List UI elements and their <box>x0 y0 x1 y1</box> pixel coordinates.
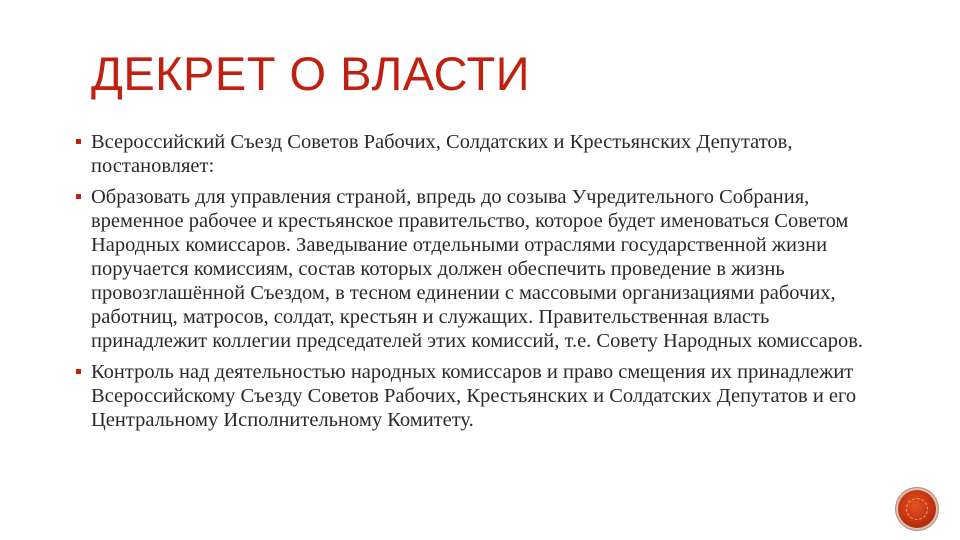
slide-title: ДЕКРЕТ О ВЛАСТИ <box>91 47 530 100</box>
bullet-list <box>76 130 876 439</box>
bullet-square-icon <box>76 194 81 199</box>
bullet-text: Всероссийский Съезд Советов Рабочих, Солдатских и Крестьянских Депутатов, постановляет: <box>91 131 793 177</box>
list-item <box>76 185 876 353</box>
bullet-square-icon <box>76 139 81 144</box>
bullet-text: Образовать для управления страной, впредь до созыва Учредительного Собрания, временное рабочее и крестьянское правительство, которое будет именоваться Советом Народных комиссаров. Заведывание отдельными отраслями государственной жизни поручается комиссиям, состав которых должен обеспечить проведение в жизнь провозглашённой Съездом, в тесном единении с массовыми организациями рабочих, работниц, матросов, солдат, крестьян и служащих. Правительственная власть принадлежит коллегии председателей этих комиссий, т.е. Совету Народных комиссаров. <box>91 186 863 352</box>
round-seal-logo-icon <box>898 490 936 528</box>
bullet-square-icon <box>76 369 81 374</box>
bullet-text: Контроль над деятельностью народных комиссаров и право смещения их принадлежит Всероссийскому Съезду Советов Рабочих, Крестьянских и Солдатских Депутатов и его Центральному Исполнительному Комитету. <box>91 361 857 431</box>
list-item <box>76 360 876 432</box>
list-item <box>76 130 876 178</box>
seal-ring <box>906 498 928 520</box>
